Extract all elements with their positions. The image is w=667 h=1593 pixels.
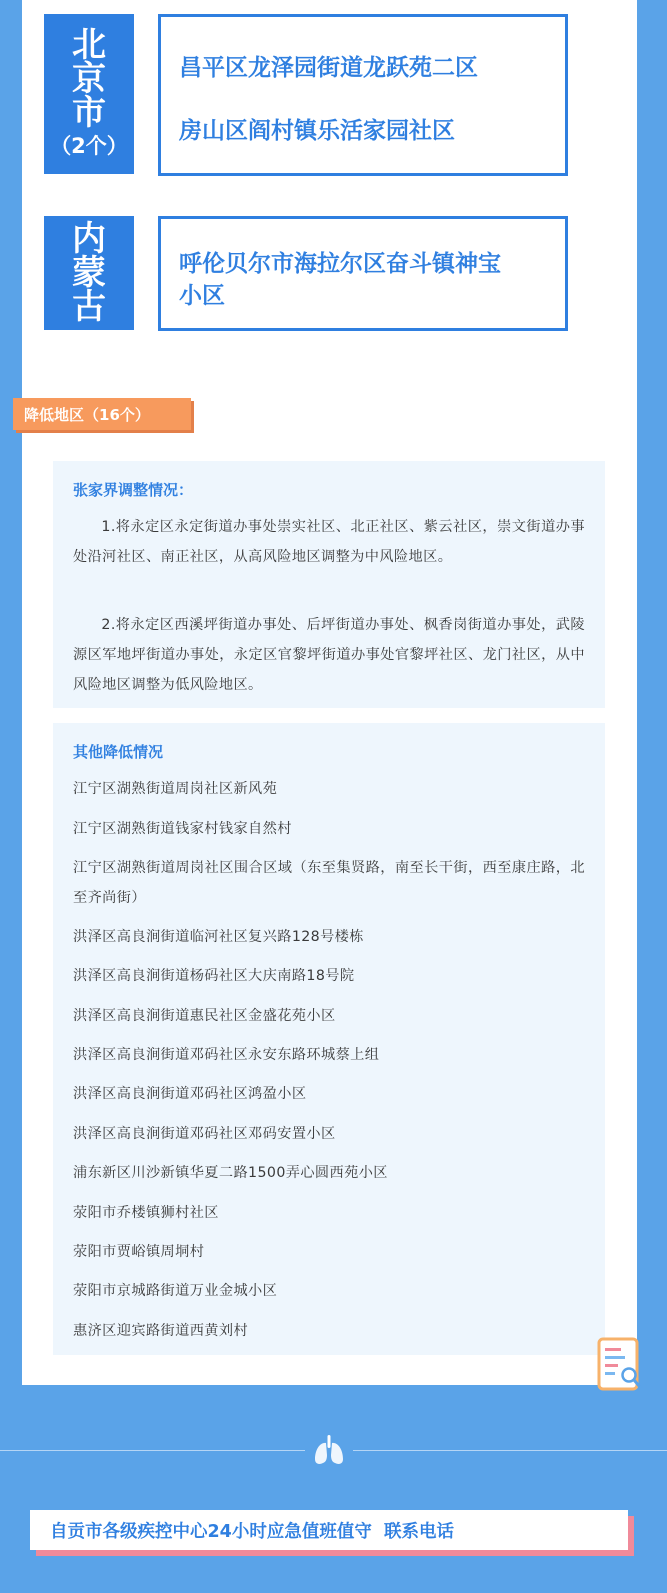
list-item: 洪泽区高良涧街道邓码社区鸿盈小区 [73, 1086, 307, 1102]
lowered-areas-tag: 降低地区（16个） [13, 398, 191, 430]
list-item: 江宁区湖熟街道钱家村钱家自然村 [73, 821, 292, 837]
region-char: 古 [72, 287, 106, 327]
list-item: 洪泽区高良涧街道临河社区复兴路128号楼栋 [73, 929, 364, 945]
paragraph: 2.将永定区西溪坪街道办事处、后坪街道办事处、枫香岗街道办事处，武陵源区军地坪街道办事处，永定区官黎坪街道办事处官黎坪社区、龙门社区，从中风险地区调整为低风险地区。 [73, 617, 585, 693]
panel-title: 张家界调整情况： [73, 481, 194, 499]
region-label-beijing [44, 14, 134, 174]
divider-line [0, 1450, 305, 1451]
place-name: 房山区阎村镇乐活家园社区 [179, 118, 455, 144]
panel-title: 其他降低情况 [73, 743, 164, 761]
list-item: 洪泽区高良涧街道邓码社区邓码安置小区 [73, 1126, 336, 1142]
region-char: 内 [72, 219, 106, 259]
lungs-icon [314, 1434, 344, 1466]
document-search-icon [597, 1337, 643, 1391]
list-item: 洪泽区高良涧街道邓码社区永安东路环城蔡上组 [73, 1047, 380, 1063]
region-char: 京 [72, 59, 106, 99]
divider-line [353, 1450, 667, 1451]
list-item: 江宁区湖熟街道周岗社区围合区域（东至集贤路，南至长干街，西至康庄路，北至齐尚街） [73, 860, 585, 906]
list-item: 浦东新区川沙新镇华夏二路1500弄心圆西苑小区 [73, 1165, 388, 1181]
place-name: 昌平区龙泽园街道龙跃苑二区 [179, 55, 478, 81]
list-item: 洪泽区高良涧街道惠民社区金盛花苑小区 [73, 1008, 336, 1024]
region-count: （2个） [50, 134, 128, 158]
place-name: 小区 [179, 283, 225, 309]
list-item: 荥阳市贾峪镇周垌村 [73, 1244, 205, 1260]
region-char: 市 [72, 93, 106, 133]
hotline-title-bar [30, 1510, 628, 1550]
zhangjiajie-panel [53, 461, 605, 708]
list-item: 荥阳市乔楼镇狮村社区 [73, 1205, 219, 1221]
region-label-inner-mongolia [44, 216, 134, 330]
place-name: 呼伦贝尔市海拉尔区奋斗镇神宝 [179, 251, 501, 277]
region-char: 北 [72, 25, 106, 65]
list-item: 荥阳市京城路街道万业金城小区 [73, 1283, 278, 1299]
hotline-title: 自贡市各级疾控中心24小时应急值班值守 联系电话 [50, 1521, 455, 1542]
region-places-inner-mongolia [158, 216, 568, 331]
list-item: 江宁区湖熟街道周岗社区新风苑 [73, 781, 278, 797]
region-places-beijing [158, 14, 568, 176]
list-item: 惠济区迎宾路街道西黄刘村 [73, 1323, 249, 1339]
paragraph: 1.将永定区永定街道办事处崇实社区、北正社区、紫云社区，崇文街道办事处沿河社区、南正社区，从高风险地区调整为中风险地区。 [73, 519, 585, 565]
list-item: 洪泽区高良涧街道杨码社区大庆南路18号院 [73, 968, 355, 984]
other-lowered-panel [53, 723, 605, 1355]
region-char: 蒙 [72, 253, 106, 293]
